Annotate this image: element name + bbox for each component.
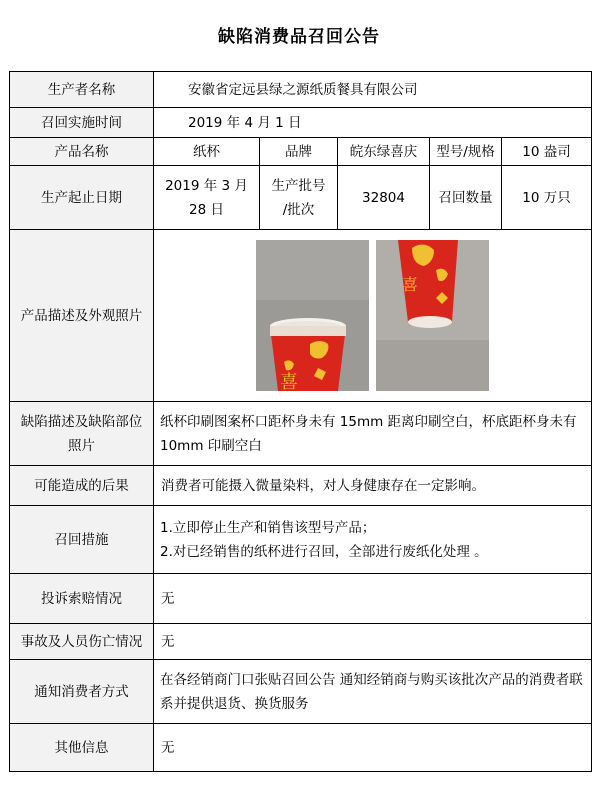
complaints-label: 投诉索赔情况 [10,574,154,624]
other-value: 无 [154,724,592,772]
row-recall-date [10,108,592,138]
row-defect [10,402,592,466]
product-name-label: 产品名称 [10,138,154,166]
measures-line1: 1.立即停止生产和销售该型号产品； [160,519,376,536]
row-other [10,724,592,772]
svg-text:喜: 喜 [402,275,419,294]
batch-label-line2: /批次 [282,201,315,218]
accidents-value: 无 [154,624,592,660]
recall-date-value: 2019 年 4 月 1 日 [154,108,592,138]
batch-label [260,166,338,230]
consequence-value: 消费者可能摄入微量染料，对人身健康存在一定影响。 [154,466,592,506]
defect-value: 纸杯印刷图案杯口距杯身未有 15mm 距离印刷空白，杯底距杯身未有 10mm 印刷空白 [154,402,592,466]
row-measures [10,506,592,574]
row-product [10,138,592,166]
brand-value: 皖东绿喜庆 [338,138,430,166]
measures-label: 召回措施 [10,506,154,574]
notify-value: 在各经销商门口张贴召回公告 通知经销商与购买该批次产品的消费者联系并提供退货、换货服务 [154,660,592,724]
recall-qty-label: 召回数量 [430,166,502,230]
model-value: 10 盎司 [502,138,592,166]
product-photo-tilted-cup [376,240,489,391]
row-complaints [10,574,592,624]
batch-value: 32804 [338,166,430,230]
production-date-value [154,166,260,230]
production-date-line1: 2019 年 3 月 [165,177,248,194]
consequence-label: 可能造成的后果 [10,466,154,506]
recall-notice-table [9,71,592,772]
brand-label: 品牌 [260,138,338,166]
product-name-value: 纸杯 [154,138,260,166]
measures-line2: 2.对已经销售的纸杯进行召回，全部进行废纸化处理 。 [160,543,488,560]
defect-label-line1: 缺陷描述及缺陷部位 [20,413,143,430]
row-photos [10,230,592,402]
manufacturer-label: 生产者名称 [10,72,154,108]
product-photo-upright-cup [256,240,369,391]
notify-label: 通知消费者方式 [10,660,154,724]
row-notify [10,660,592,724]
defect-label-line2: 照片 [68,437,95,454]
row-accidents [10,624,592,660]
page-title: 缺陷消费品召回公告 [218,27,380,47]
measures-value [154,506,592,574]
production-date-label: 生产起止日期 [10,166,154,230]
other-label: 其他信息 [10,724,154,772]
photos-label: 产品描述及外观照片 [10,230,154,402]
defect-label [10,402,154,466]
recall-date-label: 召回实施时间 [10,108,154,138]
row-manufacturer [10,72,592,108]
svg-text:喜: 喜 [280,372,299,391]
row-consequence [10,466,592,506]
manufacturer-value: 安徽省定远县绿之源纸质餐具有限公司 [154,72,592,108]
batch-label-line1: 生产批号 [271,177,326,194]
model-label: 型号/规格 [430,138,502,166]
recall-qty-value: 10 万只 [502,166,592,230]
complaints-value: 无 [154,574,592,624]
row-production [10,166,592,230]
production-date-line2: 28 日 [189,201,224,218]
photos-cell [154,230,592,402]
accidents-label: 事故及人员伤亡情况 [10,624,154,660]
